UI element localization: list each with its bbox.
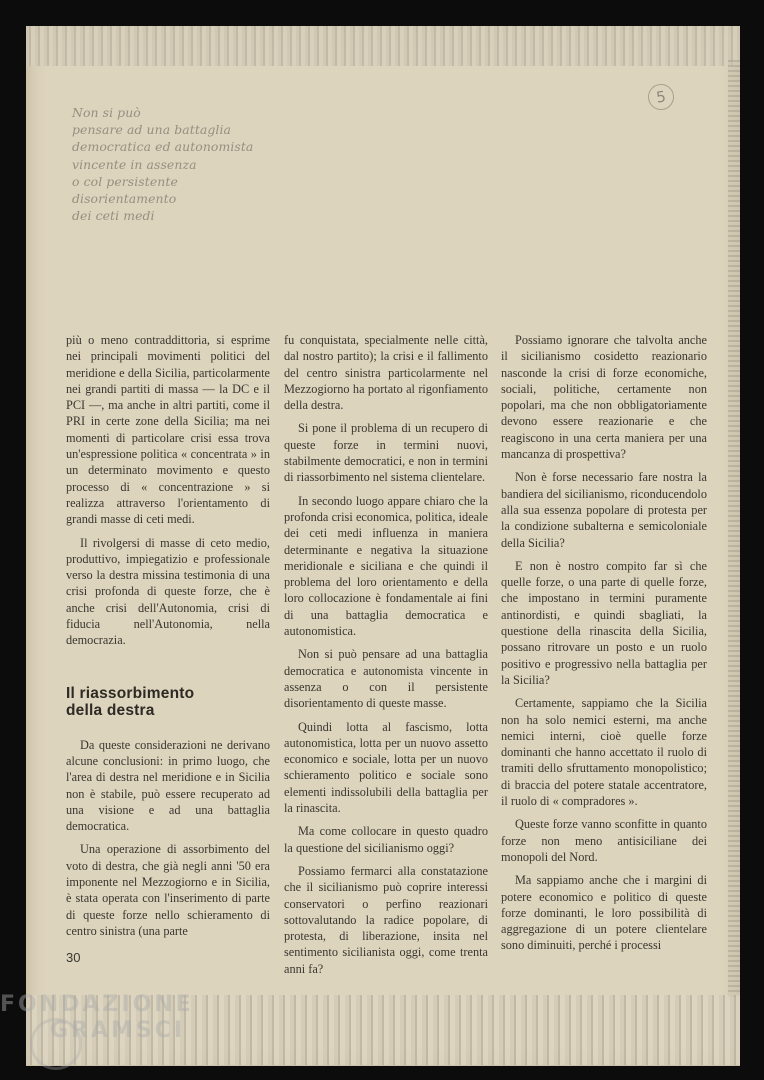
scan-top-edge [26,26,740,66]
pull-quote-line: disorientamento [72,191,177,207]
pull-quote-line: o col persistente [72,173,178,189]
pull-quote-line: vincente in assenza [72,156,197,172]
watermark-line: GRAMSCI [50,1018,186,1043]
pull-quote-line: dei ceti medi [72,208,155,224]
pull-quote-line: Non si può [72,105,141,120]
paragraph: Una operazione di assorbimento del voto di destra, che già negli anni '50 era imponente nel Mezzogiorno e in Sicilia, è stata operata con l'inserimento di parte di queste forze nello schieramento di centro sinistra (una parte [66,842,270,938]
watermark-line: FONDAZIONE [0,992,194,1017]
handwritten-page-marker: 5 [646,82,675,111]
pull-quote [72,104,272,224]
paragraph: fu conquistata, specialmente nelle città, dal nostro partito); la crisi e il fallimento del centro sinistra particolarmente nel Mezzogiorno ha portato al rigonfiamento della destra. [284,333,488,413]
paragraph: Da queste considerazioni ne derivano alcune conclusioni: in primo luogo, che l'area di destra nel meridione e in Sicilia non è stabile, può essere recuperato ad una visione e ad una battaglia democratica. [66,737,270,834]
pull-quote-line: pensare ad una battaglia [72,122,232,138]
paragraph: Possiamo ignorare che talvolta anche il sicilianismo cosidetto reazionario nasconde la crisi di forze economiche, sociali, politiche, certamente non popolari, ma che non obbligatoriamente devono essere reazionarie e che reagiscono in una certa maniera per una mancanza di prospettiva? [501,333,707,462]
paragraph: Ma sappiamo anche che i margini di potere economico e politico di queste forze dominanti, le loro possibilità di aggregazione di un potere clientelare sono diminuiti, perché i processi [501,873,707,953]
section-heading-line: Il riassorbimento [66,684,195,702]
paragraph: più o meno contraddittoria, si esprime nei principali movimenti politici del meridione e della Sicilia, particolarmente nei grandi partiti di massa — la DC e il PCI —, ma anche in altri partiti, come il PRI in certe zone della Sicilia; ma nei momenti di particolare crisi essa trova un'espressione politica « concentrata » in un determinato movimento e questo processo di « concentrazione » si realizza attraverso l'orientamento di grandi masse di ceti medi. [66,333,270,527]
paragraph: In secondo luogo appare chiaro che la profonda crisi economica, politica, ideale dei ceti medi influenza in maniera determinante e negativa la situazione meridionale e siciliana e che quindi il problema del loro orientamento e della loro collocazione è fondamentale ai fini di una battaglia democratica e autonomistica. [284,493,488,639]
paragraph: Non si può pensare ad una battaglia democratica e autonomista vincente in assenza o con il persistente disorientamento di queste masse. [284,647,488,711]
article-column-2 [284,332,488,984]
paragraph: Queste forze vanno sconfitte in quanto forze non meno antisiciliane dei monopoli del Nord. [501,817,707,864]
paragraph: Ma come collocare in questo quadro la questione del sicilianismo oggi? [284,824,488,855]
paragraph: Possiamo fermarci alla constatazione che il sicilianismo può coprire interessi conservatori o perfino reazionari sottovalutando la radice popolare, di protesta, di liberazione, insita nel sentimento sicilianista oggi, come trenta anni fa? [284,863,488,976]
page-number: 30 [66,950,81,965]
paragraph: E non è nostro compito far sì che quelle forze, o una parte di quelle forze, che impostano in termini puramente antinordisti, e quindi sbagliati, la questione della rinascita della Sicilia, possano ritrovare un posto e un ruolo positivo e progressivo nella battaglia per la Sicilia? [501,558,707,687]
article-column-1 [66,332,270,946]
watermark [0,992,200,1044]
article-column-3 [501,332,707,961]
paragraph: Certamente, sappiamo che la Sicilia non ha solo nemici esterni, ma anche nemici interni, cioè quelle forze dominanti che hanno accettato il ruolo di tramiti dello sfruttamento monopolistico; di braccia del potere statale accentratore, il ruolo di « compradores ». [501,696,707,809]
section-heading [66,685,270,719]
paragraph: Non è forse necessario fare nostra la bandiera del sicilianismo, riconducendolo alla sua essenza popolare di protesta per la condizione subalterna e semicoloniale della Sicilia? [501,470,707,550]
pull-quote-line: democratica ed autonomista [72,139,254,155]
paragraph: Il rivolgersi di masse di ceto medio, produttivo, impiegatizio e professionale verso la destra missina testimonia di una crisi profonda di queste forze, che è anche crisi dell'Autonomia, crisi di fiducia nell'Autonomia, nella democrazia. [66,535,270,648]
paragraph: Quindi lotta al fascismo, lotta autonomistica, lotta per un nuovo assetto economico e sociale, lotta per un nuovo schieramento politico e sociale sono elementi indissolubili della battaglia per la rinascita. [284,719,488,816]
paragraph: Si pone il problema di un recupero di queste forze in termini nuovi, stabilmente democratici, e non in termini di riassorbimento nel sistema clientelare. [284,421,488,485]
section-heading-line: della destra [66,701,155,719]
scan-right-edge [728,60,740,1000]
